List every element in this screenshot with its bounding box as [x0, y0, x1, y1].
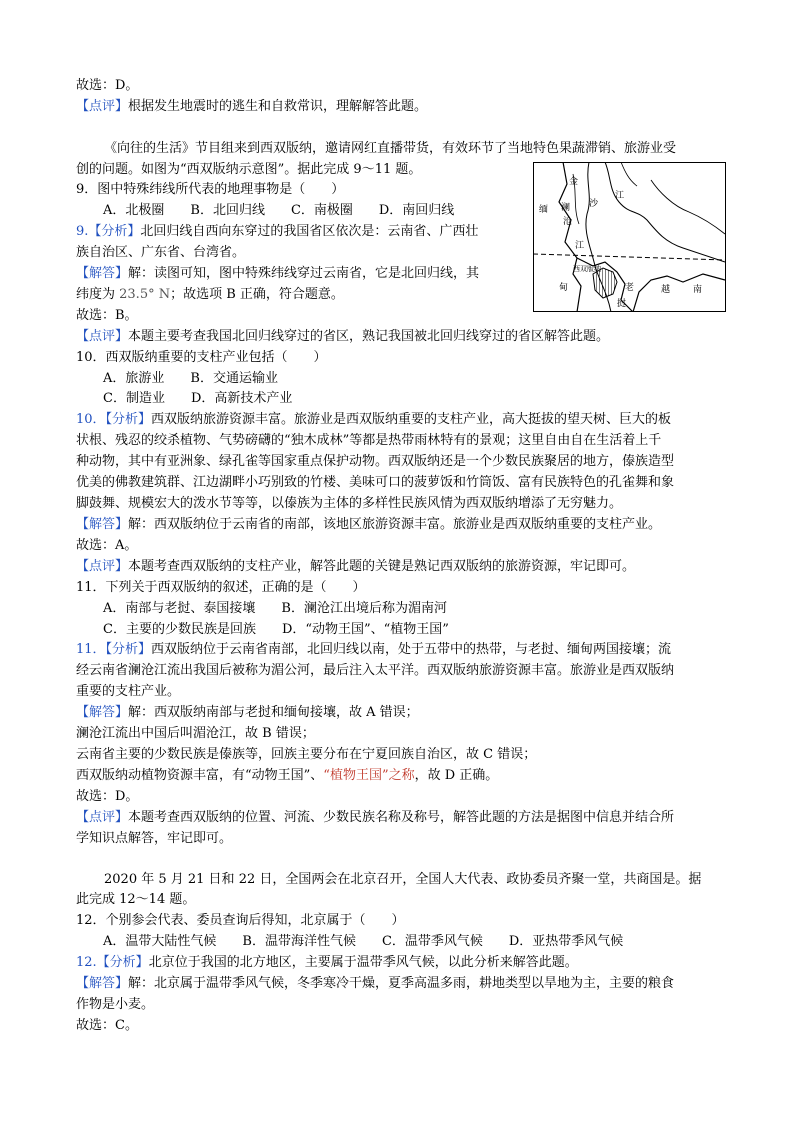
- answer-12: 故选：C。: [76, 1018, 138, 1033]
- map-label-nan: 南: [693, 285, 703, 295]
- map-label-jin: 金: [569, 177, 579, 187]
- map-label-xishuangbanna: 西双版纳: [573, 265, 601, 273]
- map-label-cang: 沧: [563, 217, 573, 227]
- answer-line: 故选：D。: [76, 78, 139, 93]
- solution-12: 【解答】解：北京属于温带季风气候，冬季寒冷干燥，夏季高温多雨，耕地类型以旱地为主，主要的粮食: [76, 976, 675, 991]
- passage-line: 创的问题。如图为“西双版纳示意图”。据此完成 9～11 题。: [76, 162, 422, 177]
- map-label-mian: 缅: [539, 205, 549, 215]
- question-12: 12．个别参会代表、委员查询后得知，北京属于（ ）: [76, 913, 405, 928]
- analysis-10-cont: 脚鼓舞、规模宏大的泼水节等等，以傣族为主体的多样性民族风情为西双版纳增添了无穷魅力。: [76, 496, 623, 511]
- comment-line: 【点评】根据发生地震时的逃生和自救常识，理解解答此题。: [76, 99, 428, 114]
- question-10-options: A．旅游业 B．交通运输业: [103, 371, 278, 386]
- passage-line: 2020 年 5 月 21 日和 22 日，全国两会在北京召开，全国人大代表、政协委员齐聚一堂，共商国是。据: [104, 872, 702, 887]
- solution-12-cont: 作物是小麦。: [76, 997, 155, 1012]
- map-label-jiang2: 江: [575, 241, 585, 251]
- solution-9: 【解答】解：读图可知，图中特殊纬线穿过云南省，它是北回归线，其: [76, 266, 480, 281]
- solution-11-cont: 澜沧江流出中国后叫湄沧江，故 B 错误；: [76, 726, 315, 741]
- question-11-options: A．南部与老挝、泰国接壤 B．澜沧江出境后称为湄南河: [103, 601, 447, 616]
- question-10-options: C．制造业 D．高新技术产业: [103, 391, 293, 406]
- comment-11: 【点评】本题考查西双版纳的位置、河流、少数民族名称及称号，解答此题的方法是据图中信息并结合所: [76, 810, 675, 825]
- comment-11-cont: 学知识点解答，牢记即可。: [76, 831, 233, 846]
- comment-9: 【点评】本题主要考查我国北回归线穿过的省区，熟记我国被北回归线穿过的省区解答此题。: [76, 329, 610, 344]
- analysis-11: 11．【分析】西双版纳位于云南省南部，北回归线以南，处于五带中的热带，与老挝、缅甸两国接壤；流: [76, 642, 672, 657]
- question-11-options: C．主要的少数民族是回族 D．“动物王国”、“植物王国”: [103, 622, 449, 637]
- map-label-lao: 老: [625, 283, 635, 293]
- question-9-options: A．北极圈 B．北回归线 C．南极圈 D．南回归线: [103, 203, 455, 218]
- answer-11: 故选：D。: [76, 789, 139, 804]
- analysis-10: 10．【分析】西双版纳旅游资源丰富。旅游业是西双版纳重要的支柱产业，高大挺拔的望天树、巨大的板: [76, 412, 672, 427]
- question-9: 9．图中特殊纬线所代表的地理事物是（ ）: [76, 182, 345, 197]
- passage-line: 《向往的生活》节目组来到西双版纳，邀请网红直播带货，有效环节了当地特色果蔬滞销、旅游业受: [104, 141, 677, 156]
- map-label-yue: 越: [661, 285, 671, 295]
- comment-10: 【点评】本题考查西双版纳的支柱产业，解答此题的关键是熟记西双版纳的旅游资源，牢记即可。: [76, 559, 636, 574]
- question-10: 10．西双版纳重要的支柱产业包括（ ）: [76, 350, 327, 365]
- answer-10: 故选：A。: [76, 538, 138, 553]
- question-12-options: A．温带大陆性气候 B．温带海洋性气候 C．温带季风气候 D．亚热带季风气候: [103, 934, 624, 949]
- passage-line: 此完成 12～14 题。: [76, 892, 196, 907]
- analysis-11-cont: 经云南省澜沧江流出我国后被称为湄公河，最后注入太平洋。西双版纳旅游资源丰富。旅游业是西双版纳: [76, 663, 675, 678]
- solution-11: 【解答】解：西双版纳南部与老挝和缅甸接壤，故 A 错误；: [76, 705, 419, 720]
- analysis-9: 9.【分析】北回归线自西向东穿过的我国省区依次是：云南省、广西壮: [76, 224, 479, 239]
- question-11: 11．下列关于西双版纳的叙述，正确的是（ ）: [76, 580, 366, 595]
- answer-9: 故选：B。: [76, 308, 138, 323]
- solution-11-cont: 西双版纳动植物资源丰富，有“动物王国”、“植物王国”之称，故 D 正确。: [76, 768, 499, 783]
- analysis-12: 12.【分析】北京位于我国的北方地区，主要属于温带季风气候，以此分析来解答此题。: [76, 955, 578, 970]
- analysis-10-cont: 状根、残忍的绞杀植物、气势磅礴的“独木成林”等都是热带雨林特有的景观；这里自由自在生活着上千: [76, 433, 662, 448]
- comment-tag: 【点评】: [76, 99, 129, 114]
- solution-10: 【解答】解：西双版纳位于云南省的南部，该地区旅游资源丰富。旅游业是西双版纳重要的支柱产业。: [76, 517, 662, 532]
- analysis-10-cont: 优美的佛教建筑群、江边湖畔小巧别致的竹楼、美味可口的菠萝饭和竹筒饭、富有民族特色的孔雀舞和象: [76, 475, 675, 490]
- solution-9-cont: 纬度为 23.5° N；故选项 B 正确，符合题意。: [76, 287, 344, 302]
- map-label-dian: 甸: [559, 283, 569, 293]
- analysis-10-cont: 种动物，其中有亚洲象、绿孔雀等国家重点保护动物。西双版纳还是一个少数民族聚居的地方，傣族造型: [76, 454, 675, 469]
- analysis-11-cont: 重要的支柱产业。: [76, 684, 181, 699]
- map-label-lan: 澜: [561, 203, 571, 213]
- map-label-jiang: 江: [615, 191, 625, 201]
- map-svg: [533, 162, 726, 312]
- map-label-wo: 挝: [617, 299, 627, 309]
- xishuangbanna-map: [533, 162, 726, 312]
- analysis-9-cont: 族自治区、广东省、台湾省。: [76, 245, 246, 260]
- map-label-sha: 沙: [589, 199, 599, 209]
- solution-11-cont: 云南省主要的少数民族是傣族等，回族主要分布在宁夏回族自治区，故 C 错误；: [76, 747, 537, 762]
